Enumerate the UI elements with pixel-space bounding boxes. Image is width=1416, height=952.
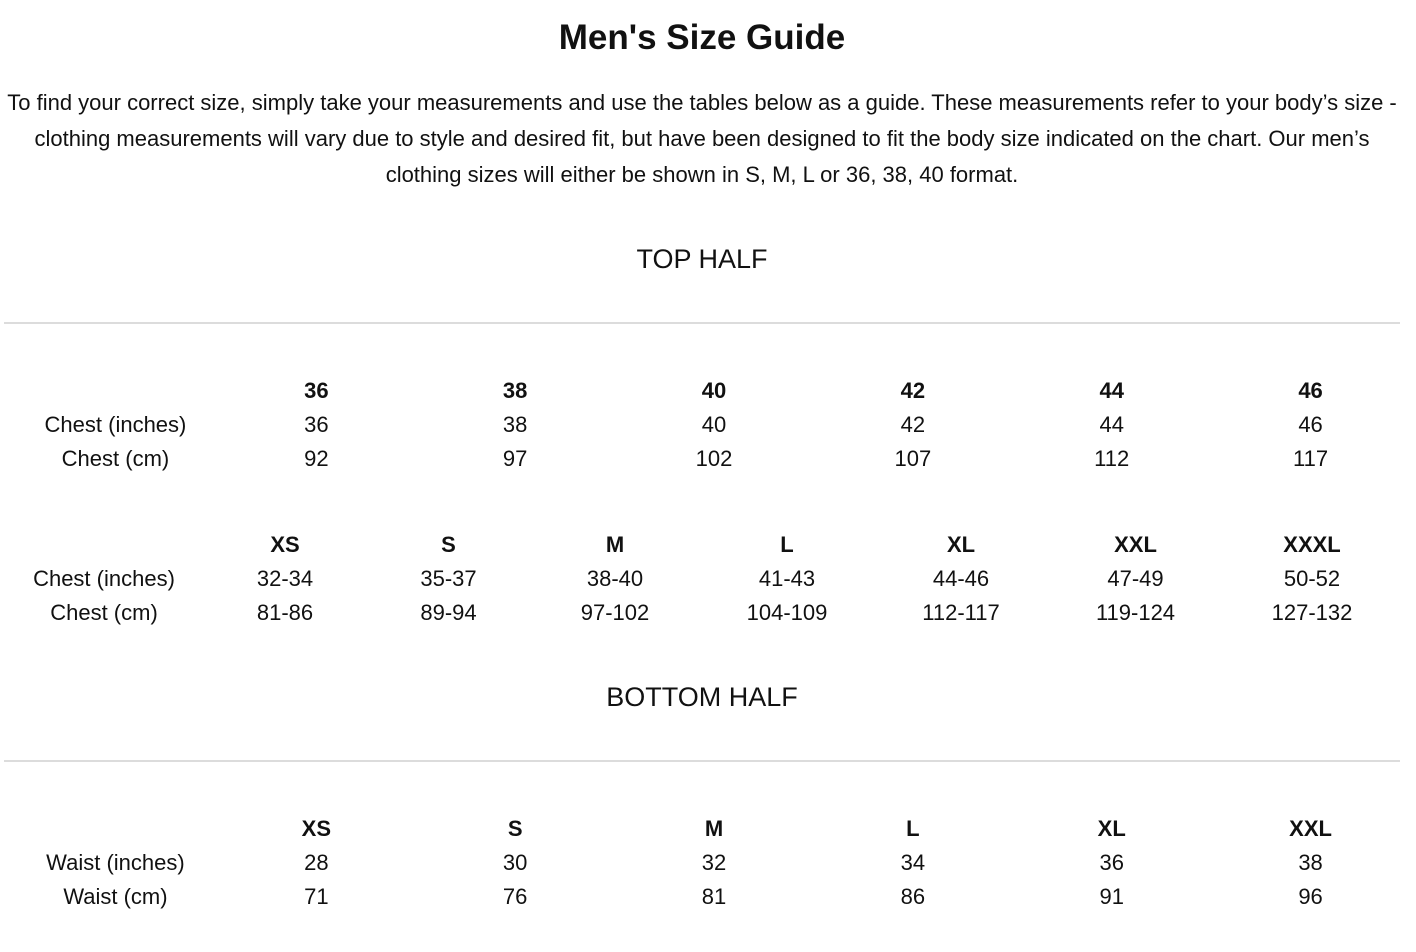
table-cell: 35-37 [420,566,477,591]
row-label: Chest (cm) [61,446,170,471]
table-cell: 47-49 [1107,566,1164,591]
table-cell: 96 [1298,884,1323,909]
table-cell: 32-34 [256,566,314,591]
section-title-bottom-half: BOTTOM HALF [606,682,798,712]
section-title-top-half: TOP HALF [636,244,768,274]
row-label: Chest (cm) [50,600,158,625]
table-cell: 28 [304,850,329,875]
size-header: 36 [304,378,329,403]
table-row [4,562,1400,596]
divider-top-half [4,322,1400,324]
table-cell: 41-43 [758,566,816,591]
table-cell: 117 [1293,446,1329,471]
size-header: L [906,816,920,841]
corner-cell [14,374,217,408]
table-cell: 102 [695,446,733,471]
table-header-row [4,528,1400,562]
corner-cell [4,528,204,562]
size-header: 46 [1298,378,1323,403]
size-header: M [704,816,724,841]
table-row [4,596,1400,630]
table-cell: 104-109 [746,600,828,625]
table-header-row [14,812,1410,846]
size-header: 44 [1099,378,1124,403]
table-cell: 112 [1094,446,1130,471]
size-header: 42 [900,378,926,403]
top-half-letter-table [4,528,1400,630]
size-header: 38 [502,378,528,403]
table-cell: 36 [304,412,329,437]
table-cell: 32 [701,850,727,875]
table-cell: 46 [1298,412,1323,437]
table-cell: 86 [900,884,926,909]
table-cell: 89-94 [420,600,477,625]
table-cell: 30 [502,850,528,875]
size-header: XS [270,532,300,557]
table-cell: 42 [900,412,926,437]
table-cell: 76 [502,884,528,909]
size-header: 40 [701,378,727,403]
table-cell: 38 [1298,850,1323,875]
size-header: S [441,532,456,557]
row-label: Waist (cm) [63,884,168,909]
table-cell: 127-132 [1271,600,1353,625]
table-cell: 97-102 [580,600,650,625]
size-header: XL [1097,816,1126,841]
table-cell: 38-40 [586,566,644,591]
table-cell: 81-86 [256,600,314,625]
table-cell: 36 [1099,850,1124,875]
table-cell: 44 [1099,412,1124,437]
page-title: Men's Size Guide [558,18,846,57]
table-cell: 97 [502,446,528,471]
size-header: XS [301,816,331,841]
size-header: XXXL [1283,532,1341,557]
top-half-numeric-table [14,374,1410,476]
table-cell: 71 [304,884,329,909]
row-label: Chest (inches) [33,566,175,591]
table-cell: 34 [900,850,926,875]
row-label: Chest (inches) [44,412,187,437]
table-cell: 81 [701,884,727,909]
table-cell: 44-46 [932,566,990,591]
table-cell: 50-52 [1283,566,1341,591]
size-header: S [507,816,523,841]
table-cell: 38 [502,412,528,437]
table-cell: 92 [304,446,329,471]
table-row [14,846,1410,880]
intro-paragraph: To find your correct size, simply take your measurements and use the tables below as a guide. These measurements refer to your body’s size - clothing measurements will vary due to style and desired fit, but have been designed to fit the body size indicated on the chart. Our men’s clothing sizes will either be shown in S, M, L or 36, 38, 40 format. [7,90,1397,187]
size-header: XXL [1289,816,1332,841]
size-header: XL [946,532,976,557]
table-cell: 107 [894,446,932,471]
table-cell: 112-117 [922,600,1000,625]
corner-cell [14,812,217,846]
row-label: Waist (inches) [46,850,185,875]
bottom-half-waist-table [14,812,1410,914]
table-cell: 40 [701,412,727,437]
size-header: M [605,532,625,557]
size-header: L [780,532,794,557]
table-header-row [14,374,1410,408]
table-cell: 119-124 [1095,600,1176,625]
table-row [14,442,1410,476]
table-row [14,880,1410,914]
divider-bottom-half [4,760,1400,762]
size-header: XXL [1114,532,1157,557]
table-row [14,408,1410,442]
table-cell: 91 [1099,884,1124,909]
